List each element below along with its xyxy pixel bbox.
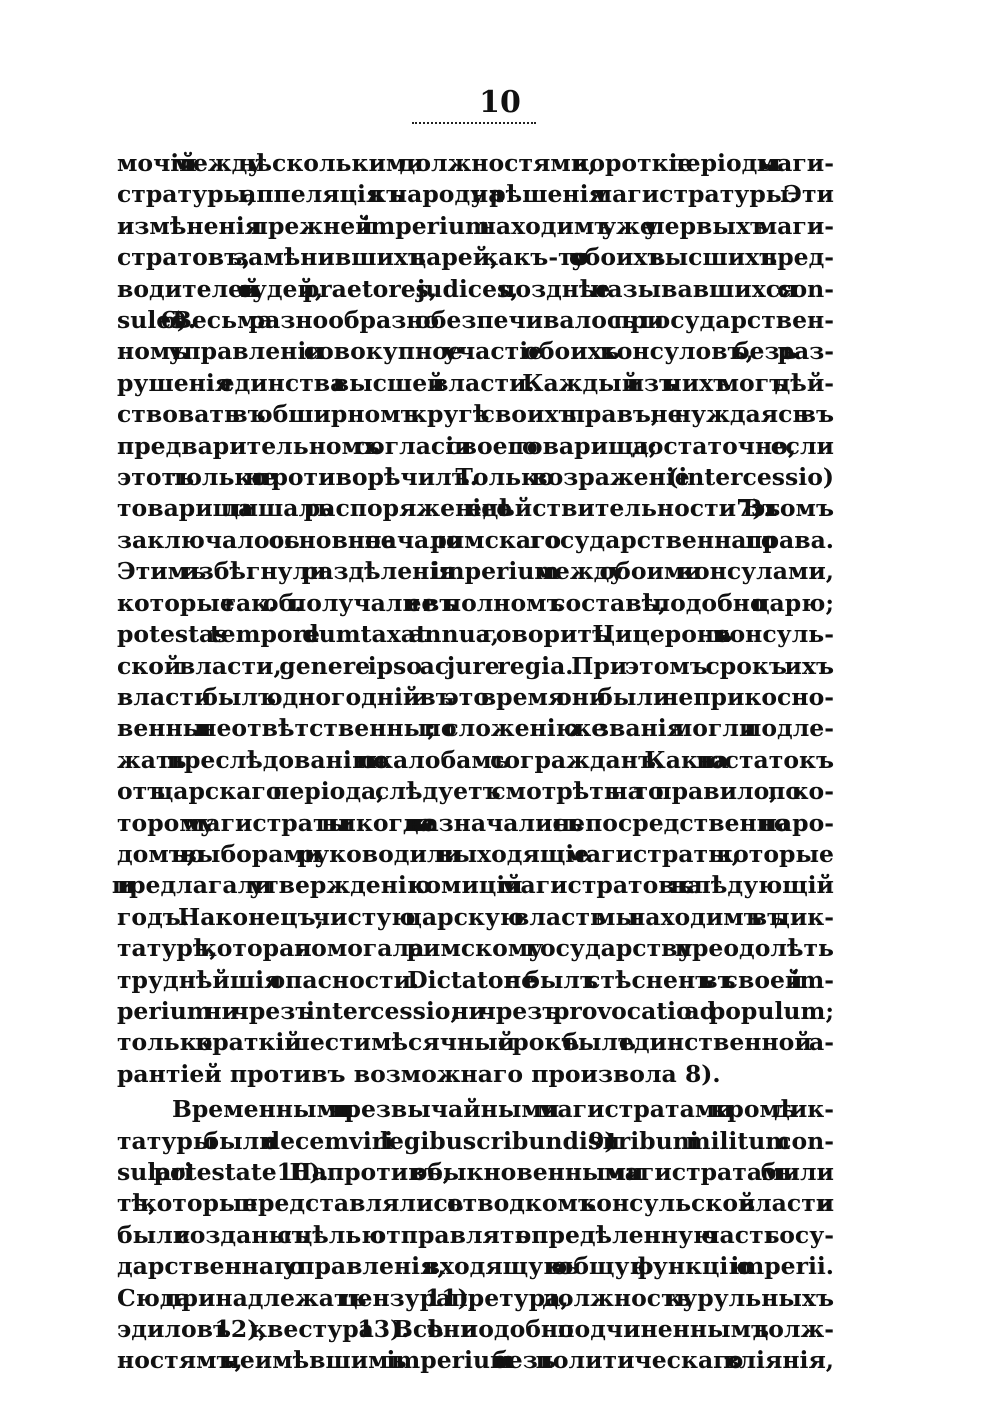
paragraph-1 [117,148,834,1090]
text-line: домъ, но выборами руководили выходящіе магистраты, которые [117,839,834,868]
text-line: жать преслѣдованію по жалобамъ согражданъ. Какъ на остатокъ [117,745,834,774]
text-line: водителей и судей, praetores, judices, позднѣе называвшихся con- [117,274,834,303]
text-line: perium ни чрезъ intercessio, ни чрезъ provocatio ad populum; [117,996,834,1025]
page-number-rule [412,122,536,124]
text-line: отъ царскаго періода, слѣдуетъ смотрѣть на то правило, по ко- [117,777,834,806]
text-line: торому магистраты никогда не назначались непосредственно наро- [117,808,834,837]
text-line: рушенія единства высшей власти. Каждый изъ нихъ могъ дѣй- [117,368,834,397]
text-line: татуры были decemviri legibus scribundis 9) и tribuni militum con- [117,1126,834,1155]
text-line: ской власти, genere ipso ac jure regia. При этомъ срокъ ихъ [117,651,834,680]
text-line: татурѣ, которая помогала римскому государству преодолѣть [117,934,834,963]
text-line: ствовать въ обширномъ кругѣ своихъ правъ, не нуждаясь въ [117,400,834,429]
text-line: Сюда принадлежатъ цензура 11), претура, должность курульныхъ [117,1283,834,1312]
text-line: тѣ, которые представлялись отводкомъ консульской власти и [117,1189,834,1218]
paragraph-2 [117,1094,834,1377]
text-line: рантіей противъ возможнаго произвола 8). [117,1059,721,1088]
page-number: 10 [479,85,521,120]
text-line: власти былъ одногодній и въ это время они были неприкосно- [117,682,834,711]
text-line: стратуры, аппеляція къ народу на рѣшенія магистратуры. Эти [117,180,834,209]
text-line: были созданы съ цѣлью отправлять опредѣленную часть госу- [117,1220,834,1249]
text-line: товарища лишалъ распоряженіе его дѣйствительности7). Въ этомъ [117,494,834,523]
body-text [117,148,834,1377]
text-line: эдиловъ 12), квестура 13). Всѣ они подобно подчиненнымъ долж- [117,1315,834,1344]
text-line: предварительномъ согласіи своего товарища; достаточно, если [117,431,834,460]
text-line: труднѣйшія опасности. Dictator не былъ стѣсненъ въ своей im- [117,965,834,994]
text-line: мочій между нѣсколькими должностями, короткіе періоды маги- [117,149,834,177]
text-line: венны и неотвѣтственны; по сложенію же званія могли подле- [117,714,834,743]
text-line: измѣненія прежней imperium находимъ уже у первыхъ маги- [117,211,834,240]
text-line: sules 6). Весьма разнообразно обезпечивалось при государствен- [117,306,834,335]
text-line: номъ управленіи совокупное участіе обоихъ консуловъ, безъ раз- [117,337,834,366]
text-line: только краткій шестимѣсячный срокъ былъ единственной га- [117,1028,834,1057]
text-line: Временными и чрезвычайными магистратами кромѣ дик- [172,1095,834,1124]
text-line: Этимъ избѣгнули раздѣленія imperium между обоими консулами, [117,557,834,586]
text-line: sulari potestate10). Напротивъ, обыкновенными магистратами были [117,1158,834,1186]
text-line: которые так. об. получали ее въ полномъ составѣ, подобно царю; [117,588,834,617]
text-line: potestas tempore dumtaxat annua, говоритъ Цицеронъ о консуль- [117,620,834,649]
text-line: стратовъ, замѣнившихъ царей, какъ-то у обоихъ высшихъ пред- [117,243,834,272]
text-line: ностямъ, неимѣвшимъ imperium и безъ политическаго вліянія, [117,1346,834,1375]
text-line: дарственнаго управленія, входящую въ общую функцію imperii. [117,1252,834,1281]
text-line: годъ. Наконецъ, чистую царскую власть мы находимъ въ дик- [117,902,834,931]
text-line: заключалось основное начало римскаго государственнаго права. [117,525,834,554]
text-line: и предлагали утвержденію комицій магистратовъ на слѣдующій [117,871,834,900]
text-line: этотъ только не противорѣчилъ. Только возраженіе (intercessio) [117,463,834,492]
